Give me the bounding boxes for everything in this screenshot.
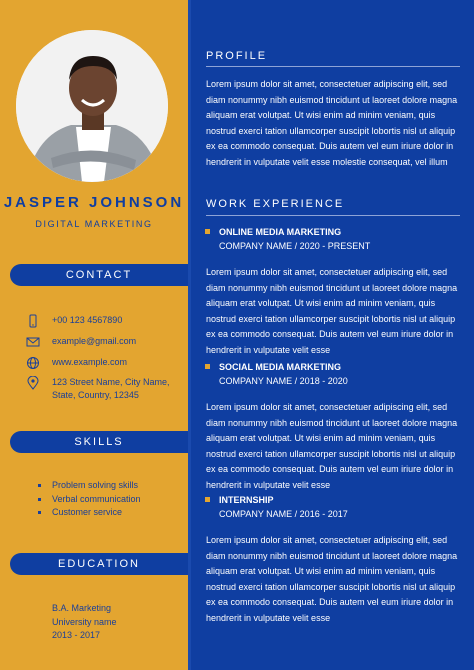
education-school: University name (52, 616, 117, 627)
contact-email: example@gmail.com (52, 336, 137, 346)
profile-divider (206, 66, 460, 67)
job-description: Lorem ipsum dolor sit amet, consectetuer adipiscing elit, sed diam nonummy nibh euismod tincidunt ut laoreet dolore magna aliquam erat volutpat. Ut wisi enim ad minim veniam, quis nostrud exerci tation ullamcorper suscipit lobortis nisl ut aliquip ex ea commodo consequat. Duis autem vel eum iriure dolor in hendrerit in vulputate velit esse (206, 402, 458, 490)
phone-icon (26, 314, 40, 328)
work-divider (206, 215, 460, 216)
contact-address (52, 376, 170, 402)
education-degree: B.A. Marketing (52, 603, 112, 613)
job-description: Lorem ipsum dolor sit amet, consectetuer adipiscing elit, sed diam nonummy nibh euismod tincidunt ut laoreet dolore magna aliquam erat volutpat. Ut wisi enim ad minim veniam, quis nostrud exerci tation ullamcorper suscipit lobortis nisl ut aliquip ex ea commodo consequat. Duis autem vel eum iriure dolor in hendrerit in vulputate velit esse (206, 535, 458, 623)
address-line-1: 123 Street Name, City Name, (52, 377, 170, 387)
job-company: COMPANY NAME / 2016 - 2017 (219, 509, 348, 519)
column-divider (188, 0, 191, 670)
job-title: ONLINE MEDIA MARKETING (219, 227, 342, 237)
skill-item: Verbal communication (38, 493, 141, 507)
education-years: 2013 - 2017 (52, 630, 101, 640)
profile-photo (16, 30, 168, 182)
job-title: SOCIAL MEDIA MARKETING (219, 362, 342, 372)
job-bullet (205, 364, 210, 369)
contact-website-row (26, 356, 127, 372)
email-icon (26, 335, 40, 349)
work-heading: WORK EXPERIENCE (206, 198, 345, 210)
contact-heading: CONTACT (10, 264, 188, 286)
skills-heading: SKILLS (10, 431, 188, 453)
globe-icon (26, 356, 40, 370)
skill-item: Problem solving skills (38, 479, 141, 493)
job-company: COMPANY NAME / 2020 - PRESENT (219, 241, 371, 251)
location-pin-icon (26, 376, 40, 390)
job-title: INTERNSHIP (219, 495, 274, 505)
person-name: JASPER JOHNSON (3, 194, 185, 211)
profile-text: Lorem ipsum dolor sit amet, consectetuer adipiscing elit, sed diam nonummy nibh euismod tincidunt ut laoreet dolore magna aliquam erat volutpat. Ut wisi enim ad minim veniam, quis nostrud exerci tation ullamcorper suscipit lobortis nisl ut aliquip ex ea commodo consequat. Duis autem vel eum iriure dolor in hendrerit in vulputate velit esse molestie consequat, vel illum (206, 79, 458, 167)
person-role: DIGITAL MARKETING (35, 219, 153, 229)
contact-phone: +00 123 4567890 (52, 315, 123, 325)
contact-address-row (26, 376, 170, 400)
job-bullet (205, 497, 210, 502)
education-entry (38, 602, 117, 643)
job-company: COMPANY NAME / 2018 - 2020 (219, 376, 348, 386)
contact-phone-row (26, 314, 122, 330)
job-description: Lorem ipsum dolor sit amet, consectetuer adipiscing elit, sed diam nonummy nibh euismod tincidunt ut laoreet dolore magna aliquam erat volutpat. Ut wisi enim ad minim veniam, quis nostrud exerci tation ullamcorper suscipit lobortis nisl ut aliquip ex ea commodo consequat. Duis autem vel eum iriure dolor in hendrerit in vulputate velit esse (206, 267, 458, 355)
address-line-2: State, Country, 12345 (52, 390, 139, 400)
contact-website: www.example.com (52, 357, 128, 367)
job-bullet (205, 229, 210, 234)
education-heading: EDUCATION (10, 553, 188, 575)
profile-heading: PROFILE (206, 50, 268, 62)
contact-email-row (26, 335, 136, 351)
skills-list (38, 479, 141, 520)
skill-item: Customer service (38, 506, 141, 520)
